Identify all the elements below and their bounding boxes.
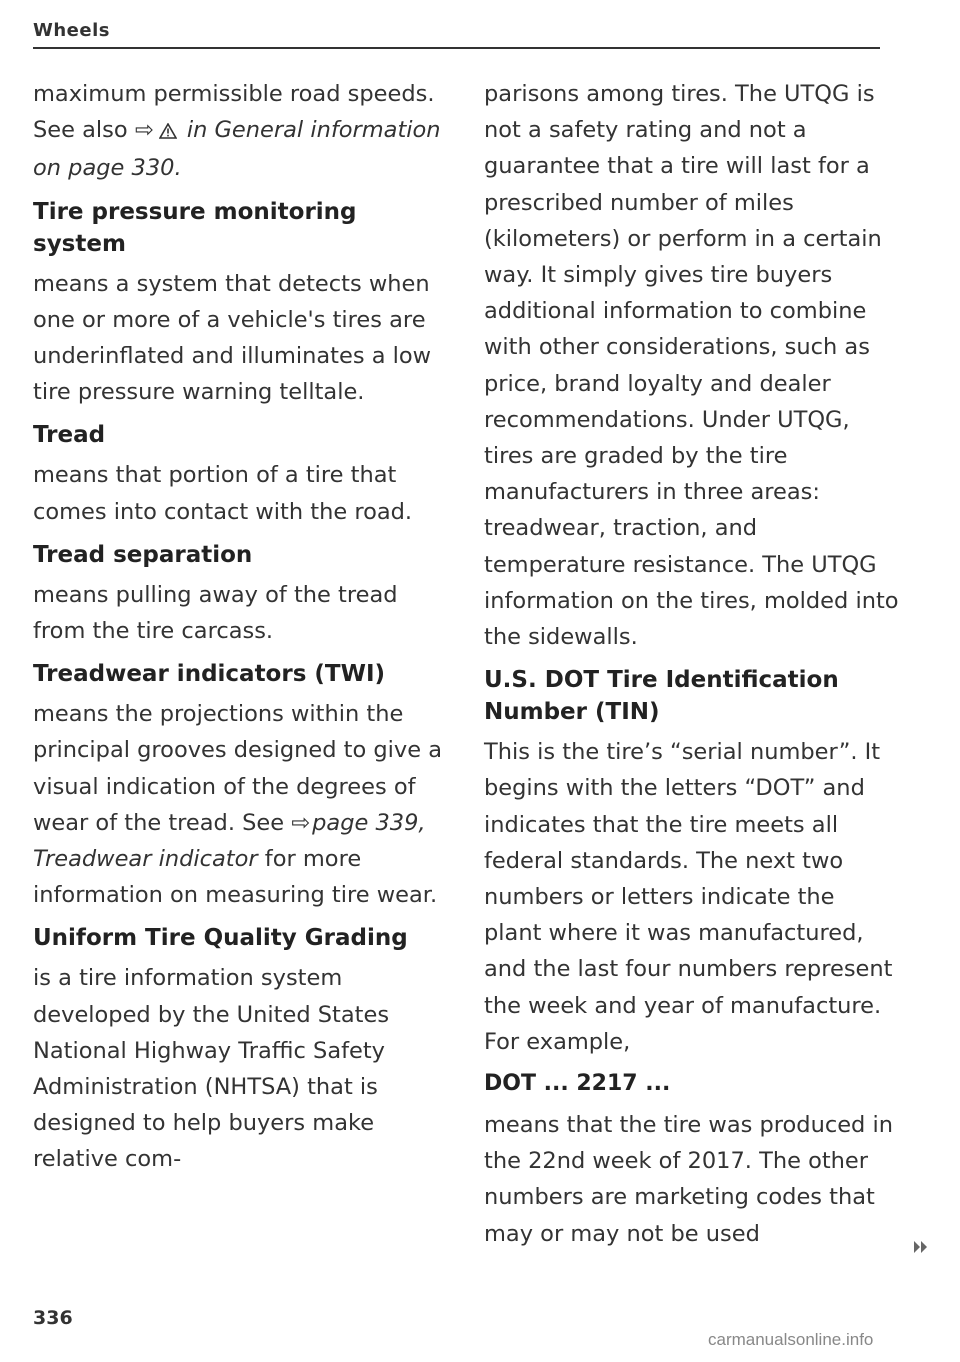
paragraph-twi: means the projections within the principal grooves designed to give a visual indication of the degrees of wear of the tread. See ⇨page 339, Treadwear indicator for more information on measuring tire wear. <box>33 701 443 909</box>
continue-arrow-icon <box>913 1240 929 1258</box>
heading-tpms: Tire pressure monitoring system <box>33 198 357 257</box>
section-header <box>33 20 880 49</box>
page-number: 336 <box>33 1307 73 1329</box>
paragraph-tread: means that portion of a tire that comes into contact with the road. <box>33 462 413 525</box>
heading-dot-example: DOT ... 2217 ... <box>484 1071 671 1097</box>
heading-twi: Treadwear indicators (TWI) <box>33 661 386 688</box>
arrow-right-icon: ⇨ <box>291 809 311 836</box>
watermark: carmanualsonline.info <box>708 1330 874 1349</box>
treadwear-indicator-link[interactable]: ⇨page 339, Treadwear indicator <box>33 810 426 872</box>
heading-tread: Tread <box>33 422 106 449</box>
heading-tread-separation: Tread separation <box>33 541 253 568</box>
heading-utqg: Uniform Tire Quality Grading <box>33 925 408 952</box>
paragraph-tread-separation: means pulling away of the tread from the tire carcass. <box>33 581 398 645</box>
warning-triangle-icon <box>159 114 177 150</box>
paragraph-tpms: means a system that detects when one or more of a vehicle's tires are underinflated and illuminates a low tire pressure warning telltale. <box>33 270 432 406</box>
left-column <box>33 76 448 1178</box>
cross-reference-link[interactable]: in General information on page 330. <box>33 117 441 182</box>
arrow-right-icon: ⇨ <box>134 117 154 144</box>
heading-dot-tin: U.S. DOT Tire Identification Number (TIN) <box>484 667 839 726</box>
section-title: Wheels <box>33 20 110 41</box>
paragraph-dot-example: means that the tire was produced in the 22nd week of 2017. The other numbers are marketing codes that may or may not be used <box>484 1112 893 1247</box>
paragraph-utqg-continued: parisons among tires. The UTQG is not a safety rating and not a guarantee that a tire will last for a prescribed number of miles (kilometers) or perform in a certain way. It simply gives tire buyers additional information to combine with other considerations, such as price, brand loyalty and dealer recommendations. Under UTQG, tires are graded by the tire manufacturers in three areas: treadwear, traction, and temperature resistance. The UTQG information on the tires, molded into the sidewalls. <box>484 81 899 651</box>
right-column <box>484 76 899 1252</box>
paragraph-dot-tin: This is the tire’s “serial number”. It begins with the letters “DOT” and indicates that the tire meets all federal standards. The next two numbers or letters indicate the plant where it was manufactured, and the last four numbers represent the week and year of manufacture. For example, <box>484 739 893 1055</box>
paragraph-road-speeds: maximum permissible road speeds. See also ⇨ in General information on page 330. <box>33 81 441 182</box>
paragraph-utqg: is a tire information system developed by the United States National Highway Traffic Safety Administration (NHTSA) that is designed to help buyers make relative com- <box>33 965 390 1173</box>
